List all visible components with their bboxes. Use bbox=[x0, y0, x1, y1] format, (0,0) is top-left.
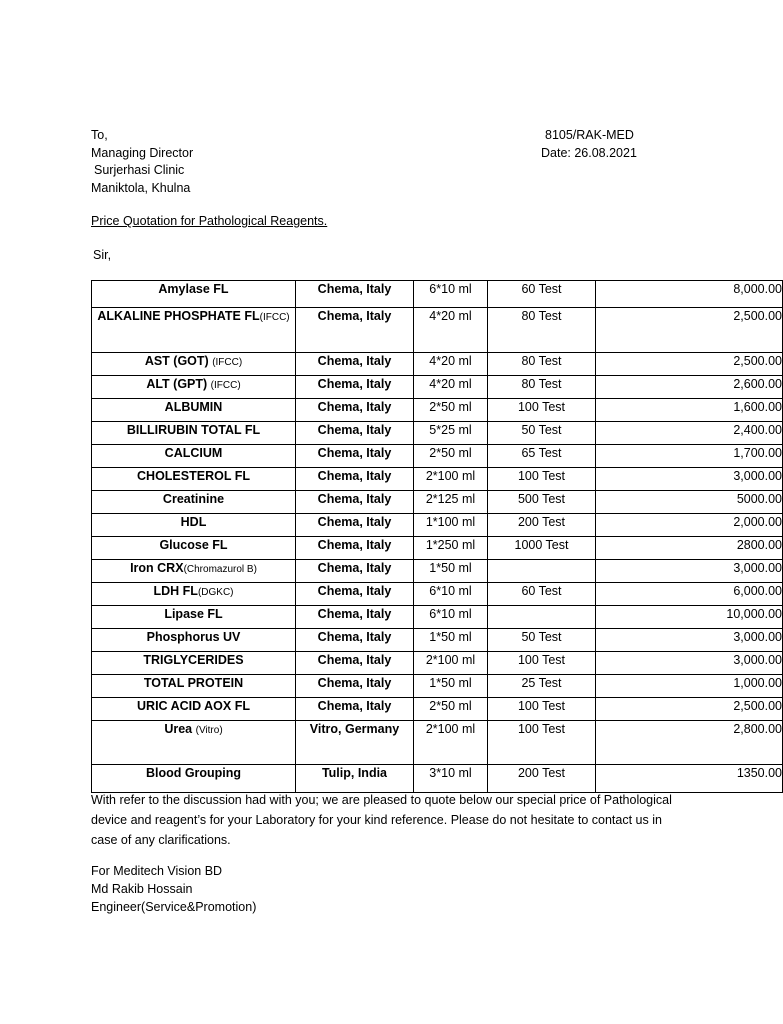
table-row bbox=[92, 422, 783, 445]
reagent-name: AST (GOT) bbox=[144, 354, 209, 368]
pack-size: 6*10 ml bbox=[414, 606, 488, 629]
test-count: 1000 Test bbox=[488, 537, 596, 560]
manufacturer-origin: Chema, Italy bbox=[296, 376, 414, 399]
reagent-name-cell bbox=[92, 606, 296, 629]
test-count: 200 Test bbox=[488, 765, 596, 793]
test-count: 80 Test bbox=[488, 376, 596, 399]
pack-size: 1*50 ml bbox=[414, 675, 488, 698]
reagent-name-cell bbox=[92, 399, 296, 422]
reagent-name: HDL bbox=[180, 515, 207, 529]
unit-price: 1,600.00 bbox=[596, 399, 783, 422]
test-count: 25 Test bbox=[488, 675, 596, 698]
reference-number: 8105/RAK-MED bbox=[545, 128, 634, 142]
reagent-name: TOTAL PROTEIN bbox=[143, 676, 244, 690]
reagent-name: Phosphorus UV bbox=[146, 630, 241, 644]
manufacturer-origin: Chema, Italy bbox=[296, 514, 414, 537]
pack-size: 6*10 ml bbox=[414, 583, 488, 606]
reagent-method-note: (IFCC) bbox=[259, 312, 290, 323]
reagent-name-cell bbox=[92, 308, 296, 353]
test-count: 60 Test bbox=[488, 281, 596, 308]
manufacturer-origin: Chema, Italy bbox=[296, 698, 414, 721]
reagent-name: Glucose FL bbox=[159, 538, 228, 552]
test-count: 60 Test bbox=[488, 583, 596, 606]
reagent-name: LDH FL bbox=[153, 584, 198, 598]
reagent-name-cell bbox=[92, 583, 296, 606]
reference-block bbox=[541, 127, 637, 162]
manufacturer-origin: Chema, Italy bbox=[296, 675, 414, 698]
reagent-name: Lipase FL bbox=[164, 607, 223, 621]
unit-price: 5000.00 bbox=[596, 491, 783, 514]
table-row bbox=[92, 468, 783, 491]
pack-size: 6*10 ml bbox=[414, 281, 488, 308]
table-row bbox=[92, 765, 783, 793]
recipient-title: Managing Director bbox=[91, 145, 194, 160]
unit-price: 8,000.00 bbox=[596, 281, 783, 308]
reagent-name-cell bbox=[92, 491, 296, 514]
subject-line: Price Quotation for Pathological Reagents. bbox=[91, 214, 328, 228]
reagent-name: Urea bbox=[164, 722, 193, 736]
test-count: 100 Test bbox=[488, 468, 596, 491]
unit-price: 1350.00 bbox=[596, 765, 783, 793]
reagent-name: TRIGLYCERIDES bbox=[143, 653, 244, 667]
table-row bbox=[92, 281, 783, 308]
pack-size: 2*100 ml bbox=[414, 468, 488, 491]
test-count: 80 Test bbox=[488, 353, 596, 376]
reagent-name: CHOLESTEROL FL bbox=[137, 469, 250, 483]
unit-price: 3,000.00 bbox=[596, 468, 783, 491]
reagent-name-cell bbox=[92, 765, 296, 793]
reagent-name-cell bbox=[92, 629, 296, 652]
signature-name: Md Rakib Hossain bbox=[91, 882, 193, 896]
table-row bbox=[92, 514, 783, 537]
test-count: 65 Test bbox=[488, 445, 596, 468]
signature-company: For Meditech Vision BD bbox=[91, 864, 223, 878]
unit-price: 6,000.00 bbox=[596, 583, 783, 606]
manufacturer-origin: Chema, Italy bbox=[296, 560, 414, 583]
manufacturer-origin: Chema, Italy bbox=[296, 308, 414, 353]
test-count: 100 Test bbox=[488, 698, 596, 721]
reagent-name: Amylase FL bbox=[158, 282, 229, 296]
manufacturer-origin: Chema, Italy bbox=[296, 537, 414, 560]
manufacturer-origin: Chema, Italy bbox=[296, 583, 414, 606]
reagent-name: ALBUMIN bbox=[164, 400, 223, 414]
to-line: To, bbox=[91, 128, 108, 142]
reagent-name-cell bbox=[92, 353, 296, 376]
recipient-block bbox=[91, 127, 193, 197]
table-row bbox=[92, 606, 783, 629]
unit-price: 3,000.00 bbox=[596, 652, 783, 675]
reagent-name-cell bbox=[92, 675, 296, 698]
unit-price: 2,500.00 bbox=[596, 698, 783, 721]
reagent-name-cell bbox=[92, 468, 296, 491]
manufacturer-origin: Chema, Italy bbox=[296, 491, 414, 514]
table-row bbox=[92, 675, 783, 698]
manufacturer-origin: Chema, Italy bbox=[296, 281, 414, 308]
unit-price: 2,500.00 bbox=[596, 308, 783, 353]
reagent-name-cell bbox=[92, 376, 296, 399]
reagent-method-note: (DGKC) bbox=[197, 587, 234, 598]
pack-size: 2*100 ml bbox=[414, 721, 488, 765]
test-count: 50 Test bbox=[488, 629, 596, 652]
unit-price: 2,000.00 bbox=[596, 514, 783, 537]
test-count: 100 Test bbox=[488, 652, 596, 675]
reagent-method-note: (Vitro) bbox=[195, 725, 223, 736]
reagent-name: Blood Grouping bbox=[145, 766, 242, 780]
quotation-table bbox=[91, 280, 783, 793]
reagent-name-cell bbox=[92, 698, 296, 721]
reagent-name-cell bbox=[92, 560, 296, 583]
recipient-location: Maniktola, Khulna bbox=[91, 180, 191, 195]
manufacturer-origin: Tulip, India bbox=[296, 765, 414, 793]
signature-designation: Engineer(Service&Promotion) bbox=[91, 900, 257, 914]
unit-price: 2,500.00 bbox=[596, 353, 783, 376]
unit-price: 1,000.00 bbox=[596, 675, 783, 698]
table-row bbox=[92, 445, 783, 468]
unit-price: 2,400.00 bbox=[596, 422, 783, 445]
reagent-method-note: (Chromazurol B) bbox=[183, 564, 257, 575]
pack-size: 4*20 ml bbox=[414, 353, 488, 376]
pack-size: 2*125 ml bbox=[414, 491, 488, 514]
test-count: 500 Test bbox=[488, 491, 596, 514]
test-count: 100 Test bbox=[488, 399, 596, 422]
table-row bbox=[92, 537, 783, 560]
recipient-organization: Surjerhasi Clinic bbox=[94, 163, 185, 177]
manufacturer-origin: Chema, Italy bbox=[296, 399, 414, 422]
pack-size: 1*250 ml bbox=[414, 537, 488, 560]
salutation: Sir, bbox=[93, 248, 112, 262]
pack-size: 1*100 ml bbox=[414, 514, 488, 537]
table-row bbox=[92, 376, 783, 399]
table-row bbox=[92, 560, 783, 583]
test-count: 200 Test bbox=[488, 514, 596, 537]
manufacturer-origin: Chema, Italy bbox=[296, 606, 414, 629]
unit-price: 3,000.00 bbox=[596, 629, 783, 652]
manufacturer-origin: Chema, Italy bbox=[296, 353, 414, 376]
test-count: 50 Test bbox=[488, 422, 596, 445]
manufacturer-origin: Chema, Italy bbox=[296, 445, 414, 468]
manufacturer-origin: Chema, Italy bbox=[296, 468, 414, 491]
test-count bbox=[488, 606, 596, 629]
pack-size: 4*20 ml bbox=[414, 376, 488, 399]
unit-price: 10,000.00 bbox=[596, 606, 783, 629]
reagent-name: BILLIRUBIN TOTAL FL bbox=[126, 423, 261, 437]
reagent-name: ALKALINE PHOSPHATE FL bbox=[97, 309, 260, 323]
reagent-name-cell bbox=[92, 652, 296, 675]
reagent-name: Iron CRX bbox=[130, 561, 184, 575]
reagent-name: Creatinine bbox=[162, 492, 225, 506]
pack-size: 4*20 ml bbox=[414, 308, 488, 353]
reagent-name-cell bbox=[92, 281, 296, 308]
table-row bbox=[92, 721, 783, 765]
table-row bbox=[92, 652, 783, 675]
quotation-table-body bbox=[92, 281, 783, 793]
manufacturer-origin: Chema, Italy bbox=[296, 422, 414, 445]
pack-size: 1*50 ml bbox=[414, 560, 488, 583]
signature-block bbox=[91, 862, 256, 916]
unit-price: 3,000.00 bbox=[596, 560, 783, 583]
reagent-name-cell bbox=[92, 514, 296, 537]
reagent-name: ALT (GPT) bbox=[146, 377, 208, 391]
reagent-name-cell bbox=[92, 422, 296, 445]
manufacturer-origin: Chema, Italy bbox=[296, 629, 414, 652]
reagent-name: CALCIUM bbox=[164, 446, 223, 460]
reagent-name-cell bbox=[92, 537, 296, 560]
table-row bbox=[92, 308, 783, 353]
table-row bbox=[92, 399, 783, 422]
test-count: 80 Test bbox=[488, 308, 596, 353]
reagent-name-cell bbox=[92, 721, 296, 765]
pack-size: 2*50 ml bbox=[414, 445, 488, 468]
table-row bbox=[92, 629, 783, 652]
reagent-method-note: (IFCC) bbox=[210, 380, 241, 391]
reagent-name: URIC ACID AOX FL bbox=[137, 699, 250, 713]
table-row bbox=[92, 353, 783, 376]
manufacturer-origin: Vitro, Germany bbox=[296, 721, 414, 765]
reagent-name-cell bbox=[92, 445, 296, 468]
pack-size: 5*25 ml bbox=[414, 422, 488, 445]
pack-size: 2*50 ml bbox=[414, 698, 488, 721]
table-row bbox=[92, 583, 783, 606]
unit-price: 2,800.00 bbox=[596, 721, 783, 765]
pack-size: 2*100 ml bbox=[414, 652, 488, 675]
closing-paragraph: With refer to the discussion had with you; we are pleased to quote below our special price of Pathological device and reagent’s for your Laboratory for your kind reference. Please do not hesitate to contact us in case of any clarifications. bbox=[91, 793, 672, 847]
pack-size: 2*50 ml bbox=[414, 399, 488, 422]
letter-date: Date: 26.08.2021 bbox=[541, 145, 637, 160]
reagent-method-note: (IFCC) bbox=[212, 357, 243, 368]
test-count: 100 Test bbox=[488, 721, 596, 765]
table-row bbox=[92, 491, 783, 514]
unit-price: 2,600.00 bbox=[596, 376, 783, 399]
pack-size: 3*10 ml bbox=[414, 765, 488, 793]
test-count bbox=[488, 560, 596, 583]
pack-size: 1*50 ml bbox=[414, 629, 488, 652]
unit-price: 2800.00 bbox=[596, 537, 783, 560]
table-row bbox=[92, 698, 783, 721]
manufacturer-origin: Chema, Italy bbox=[296, 652, 414, 675]
unit-price: 1,700.00 bbox=[596, 445, 783, 468]
